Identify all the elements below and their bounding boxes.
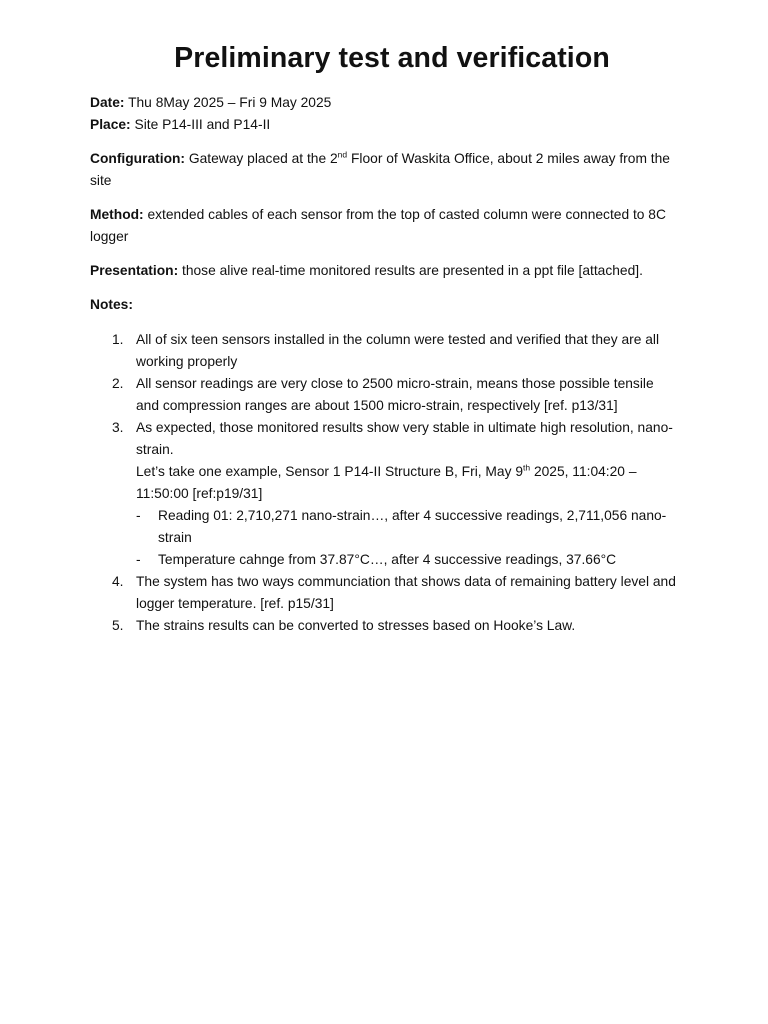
example-text-a: Let’s take one example, Sensor 1 P14-II Structure B, Fri, May 9 — [136, 464, 524, 479]
date-value: Thu 8May 2025 – Fri 9 May 2025 — [124, 95, 332, 110]
list-item-number: 4. — [112, 574, 124, 589]
notes-list — [90, 329, 680, 637]
presentation-paragraph — [90, 260, 680, 282]
document-body — [90, 92, 680, 637]
list-item-number: 5. — [112, 618, 124, 633]
sub-list-item — [136, 505, 680, 549]
list-item-number: 1. — [112, 332, 124, 347]
presentation-label: Presentation: — [90, 263, 179, 278]
place-value: Site P14-III and P14-II — [130, 117, 271, 132]
list-item — [90, 571, 680, 615]
list-item-number: 3. — [112, 420, 124, 435]
presentation-value: those alive real-time monitored results are presented in a ppt file [attached]. — [178, 263, 643, 278]
configuration-ordinal-suffix: nd — [337, 149, 348, 160]
configuration-text-b: Floor of Waskita Office, about 2 miles away from the site — [90, 151, 670, 188]
list-item-number: 2. — [112, 376, 124, 391]
list-item — [90, 417, 680, 571]
list-item — [90, 329, 680, 373]
sub-list-item — [136, 549, 680, 571]
place-label: Place: — [90, 117, 131, 132]
list-item-text: All sensor readings are very close to 2500 micro-strain, means those possible tensile and compression ranges are about 1500 micro-strain, respectively [ref. p13/31] — [136, 376, 654, 413]
notes-heading: Notes: — [90, 297, 133, 312]
list-item — [90, 615, 680, 637]
list-item-text: The strains results can be converted to stresses based on Hooke’s Law. — [136, 618, 576, 633]
example-line — [136, 461, 680, 505]
list-item-text: The system has two ways communciation that shows data of remaining battery level and logger temperature. [ref. p15/31] — [136, 574, 676, 611]
example-ordinal-suffix: th — [523, 462, 531, 473]
example-text-b: 2025, 11:04:20 – 11:50:00 [ref:p19/31] — [136, 464, 637, 501]
list-item-text: As expected, those monitored results show very stable in ultimate high resolution, nano-strain. — [136, 420, 673, 457]
list-item — [90, 373, 680, 417]
date-label: Date: — [90, 95, 125, 110]
document-title: Preliminary test and verification — [174, 42, 610, 74]
list-item-text: All of six teen sensors installed in the column were tested and verified that they are all working properly — [136, 332, 660, 369]
place-line — [90, 114, 680, 136]
configuration-label: Configuration: — [90, 151, 186, 166]
method-label: Method: — [90, 207, 144, 222]
configuration-paragraph — [90, 148, 680, 192]
sub-list — [136, 505, 680, 571]
method-value: extended cables of each sensor from the top of casted column were connected to 8C logger — [90, 207, 666, 244]
date-line — [90, 92, 680, 114]
configuration-text-a: Gateway placed at the 2 — [185, 151, 338, 166]
dash-marker: - — [136, 552, 141, 567]
sub-list-item-text: Temperature cahnge from 37.87°C…, after 4 successive readings, 37.66°C — [158, 552, 617, 567]
sub-list-item-text: Reading 01: 2,710,271 nano-strain…, after 4 successive readings, 2,711,056 nano-strain — [158, 508, 667, 545]
method-paragraph — [90, 204, 680, 248]
dash-marker: - — [136, 508, 141, 523]
